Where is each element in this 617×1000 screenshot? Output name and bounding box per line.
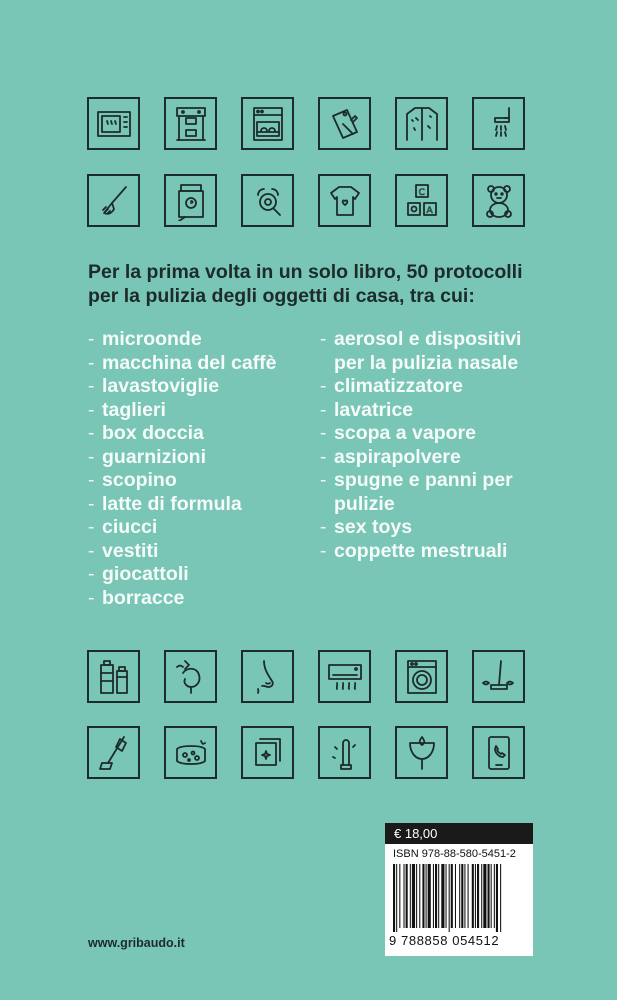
barcode-bar <box>422 864 424 928</box>
barcode-bar <box>396 864 397 932</box>
washing-machine-icon <box>395 650 448 703</box>
barcode-bar <box>433 864 434 928</box>
publisher-website: www.gribaudo.it <box>88 936 185 950</box>
baby-formula-icon <box>164 174 217 227</box>
barcode-bar <box>416 864 417 928</box>
list-item: - box doccia <box>88 422 204 444</box>
barcode-bar <box>477 864 479 928</box>
list-item: - macchina del caffè <box>88 351 277 374</box>
shower-box-icon <box>395 97 448 150</box>
icon-row-bottom-1 <box>87 650 525 703</box>
barcode-bar <box>446 864 447 928</box>
barcode-bar <box>472 864 474 928</box>
list-item: - microonde <box>88 328 202 350</box>
steam-mop-icon <box>472 650 525 703</box>
barcode-bar <box>406 864 408 928</box>
barcode-digits: 9 788858 054512 <box>389 933 500 948</box>
toilet-brush-icon <box>87 174 140 227</box>
list-item: - scopa a vapore <box>320 422 476 444</box>
isbn-text: ISBN 978-88-580-5451-2 <box>393 848 516 860</box>
teddy-bear-icon <box>472 174 525 227</box>
barcode-bar <box>393 864 395 932</box>
list-item: - ciucci <box>88 516 158 538</box>
barcode-bar <box>491 864 492 928</box>
barcode-bar <box>459 864 460 928</box>
cleaning-cloth-icon <box>241 726 294 779</box>
barcode-bar <box>496 864 498 932</box>
list-item: - lavastoviglie <box>88 375 220 397</box>
barcode-bar <box>475 864 476 928</box>
nose-icon <box>241 650 294 703</box>
sex-toy-icon <box>318 726 371 779</box>
pacifier-icon <box>241 174 294 227</box>
barcode-bar <box>483 864 486 928</box>
cleaning-items-list-right <box>320 328 540 563</box>
list-item: - lavatrice <box>320 398 414 421</box>
barcode-bar <box>404 864 405 928</box>
list-item: - spugne e panni per pulizie <box>320 469 513 515</box>
coffee-machine-icon <box>164 97 217 150</box>
icon-row-top-2 <box>87 174 525 227</box>
list-item: - taglieri <box>88 398 166 421</box>
microwave-icon <box>87 97 140 150</box>
sponge-icon <box>164 726 217 779</box>
barcode-bar <box>410 864 411 928</box>
barcode-bar <box>449 864 450 932</box>
list-item: - aspirapolvere <box>320 445 461 468</box>
vacuum-cleaner-icon <box>87 726 140 779</box>
shower-head-icon <box>472 97 525 150</box>
barcode-bar <box>399 864 400 928</box>
barcode-bar <box>441 864 444 928</box>
barcode-bar <box>464 864 465 928</box>
barcode-bar <box>494 864 495 928</box>
barcode-bar <box>500 864 501 932</box>
svg-text:A: A <box>426 205 433 216</box>
barcode-bar <box>461 864 463 928</box>
dishwasher-icon <box>241 97 294 150</box>
barcode-bar <box>451 864 453 928</box>
list-item: - sex toys <box>320 516 413 538</box>
barcode-icon <box>393 864 525 932</box>
list-item: - vestiti <box>88 539 159 562</box>
barcode-bar <box>455 864 456 928</box>
air-conditioner-icon <box>318 650 371 703</box>
menstrual-cup-icon <box>395 726 448 779</box>
intro-text: Per la prima volta in un solo libro, 50 protocolli per la pulizia degli oggetti di casa, tra cui: <box>88 261 523 307</box>
barcode-bar <box>435 864 437 928</box>
list-item: - coppette mestruali <box>320 539 508 562</box>
cutting-board-icon <box>318 97 371 150</box>
list-item: - climatizzatore <box>320 375 463 397</box>
barcode-bar <box>468 864 469 928</box>
barcode-bar <box>426 864 427 928</box>
barcode-bar <box>488 864 490 928</box>
aerosol-icon <box>164 650 217 703</box>
barcode-bar <box>419 864 420 928</box>
barcode-bar <box>412 864 415 928</box>
list-item: - borracce <box>88 586 185 609</box>
price-label: € 18,00 <box>385 823 533 844</box>
toy-blocks-icon <box>395 174 448 227</box>
cleaning-items-list-left <box>88 328 308 610</box>
barcode-box <box>385 844 533 956</box>
barcode-bar <box>428 864 431 928</box>
list-item: - latte di formula <box>88 492 242 515</box>
list-item: - giocattoli <box>88 563 189 585</box>
barcode-bar <box>481 864 482 928</box>
svg-text:C: C <box>418 187 425 198</box>
icon-row-bottom-2 <box>87 726 525 779</box>
baby-clothes-icon <box>318 174 371 227</box>
water-bottles-icon <box>87 650 140 703</box>
icon-row-top-1 <box>87 97 525 150</box>
list-item: - guarnizioni <box>88 445 206 468</box>
list-item: - aerosol e dispositivi per la pulizia nasale <box>320 328 522 374</box>
barcode-bar <box>438 864 439 928</box>
phone-icon <box>472 726 525 779</box>
list-item: - scopino <box>88 469 177 491</box>
